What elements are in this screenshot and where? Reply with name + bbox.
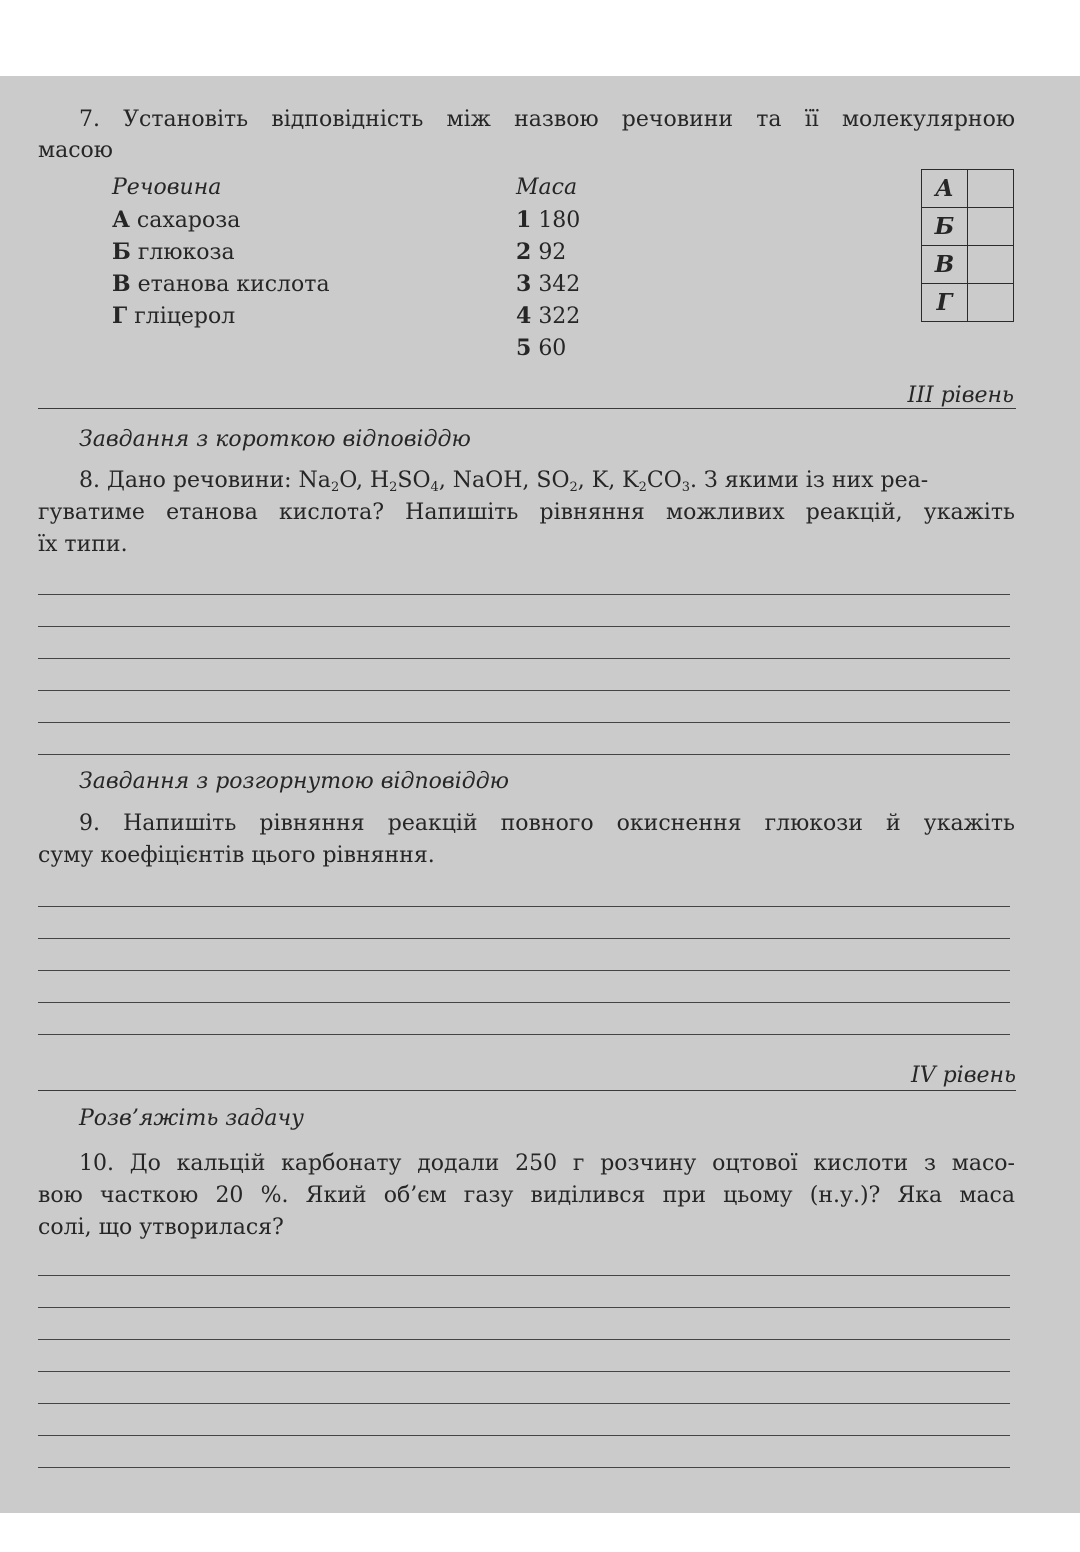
answer-line[interactable] xyxy=(38,970,1010,971)
answer-line[interactable] xyxy=(38,1435,1010,1436)
answer-grid-letter: Г xyxy=(922,284,968,322)
answer-line[interactable] xyxy=(38,1002,1010,1003)
mass-item: 3 342 xyxy=(516,271,581,297)
mass-item: 4 322 xyxy=(516,303,581,329)
task10-text-line3: солі, що утворилася? xyxy=(38,1215,284,1240)
answer-line[interactable] xyxy=(38,1307,1010,1308)
answer-cell[interactable] xyxy=(968,170,1014,208)
answer-line[interactable] xyxy=(38,626,1010,627)
mass-column-header: Маса xyxy=(516,175,578,200)
section-divider xyxy=(38,408,1016,409)
answer-line[interactable] xyxy=(38,906,1010,907)
task8-text-line2: гуватиме етанова кислота? Напишіть рівняння можливих реакцій, укажіть xyxy=(38,500,1015,525)
answer-cell[interactable] xyxy=(968,246,1014,284)
answer-cell[interactable] xyxy=(968,284,1014,322)
task7-text-line2: масою xyxy=(38,138,113,163)
extended-answer-heading: Завдання з розгорнутою відповіддю xyxy=(79,769,510,794)
substance-item: В етанова кислота xyxy=(112,271,330,297)
level-3-label: ІІІ рівень xyxy=(907,383,1014,408)
substance-column-header: Речовина xyxy=(112,175,222,200)
substance-item: А сахароза xyxy=(112,207,241,233)
substance-item: Б глюкоза xyxy=(112,239,235,265)
answer-line[interactable] xyxy=(38,754,1010,755)
level-4-label: IV рівень xyxy=(911,1063,1016,1088)
task10-text-line1: 10. До кальцій карбонату додали 250 г розчину оцтової кислоти з масо- xyxy=(79,1151,1015,1176)
answer-line[interactable] xyxy=(38,690,1010,691)
substance-item: Г гліцерол xyxy=(112,303,236,329)
mass-item: 5 60 xyxy=(516,335,567,361)
answer-grid-letter: А xyxy=(922,170,968,208)
task9-text-line2: суму коефіцієнтів цього рівняння. xyxy=(38,843,435,868)
short-answer-heading: Завдання з короткою відповіддю xyxy=(79,427,471,452)
answer-line[interactable] xyxy=(38,658,1010,659)
section-divider xyxy=(38,1090,1016,1091)
answer-line[interactable] xyxy=(38,1034,1010,1035)
answer-line[interactable] xyxy=(38,594,1010,595)
task8-text-line1: 8. Дано речовини: $Na_2O$, $H_2SO_4$, NaOH, $SO_2$, K, $K_2CO_3$. З якими із них реа- xyxy=(79,468,929,495)
answer-line[interactable] xyxy=(38,938,1010,939)
answer-line[interactable] xyxy=(38,1371,1010,1372)
mass-item: 2 92 xyxy=(516,239,567,265)
answer-line[interactable] xyxy=(38,1403,1010,1404)
answer-grid xyxy=(921,169,1014,322)
answer-line[interactable] xyxy=(38,1467,1010,1468)
answer-grid-letter: Б xyxy=(922,208,968,246)
task7-text-line1: 7. Установіть відповідність між назвою речовини та її молекулярною xyxy=(79,107,1015,132)
task9-text-line1: 9. Напишіть рівняння реакцій повного окиснення глюкози й укажіть xyxy=(79,811,1015,836)
task8-text-line3: їх типи. xyxy=(38,532,128,557)
answer-line[interactable] xyxy=(38,722,1010,723)
answer-line[interactable] xyxy=(38,1339,1010,1340)
task10-text-line2: вою часткою 20 %. Який об’єм газу виділився при цьому (н.у.)? Яка маса xyxy=(38,1183,1015,1208)
answer-grid-letter: В xyxy=(922,246,968,284)
solve-heading: Розв’яжіть задачу xyxy=(79,1106,304,1131)
answer-cell[interactable] xyxy=(968,208,1014,246)
mass-item: 1 180 xyxy=(516,207,581,233)
answer-line[interactable] xyxy=(38,1275,1010,1276)
